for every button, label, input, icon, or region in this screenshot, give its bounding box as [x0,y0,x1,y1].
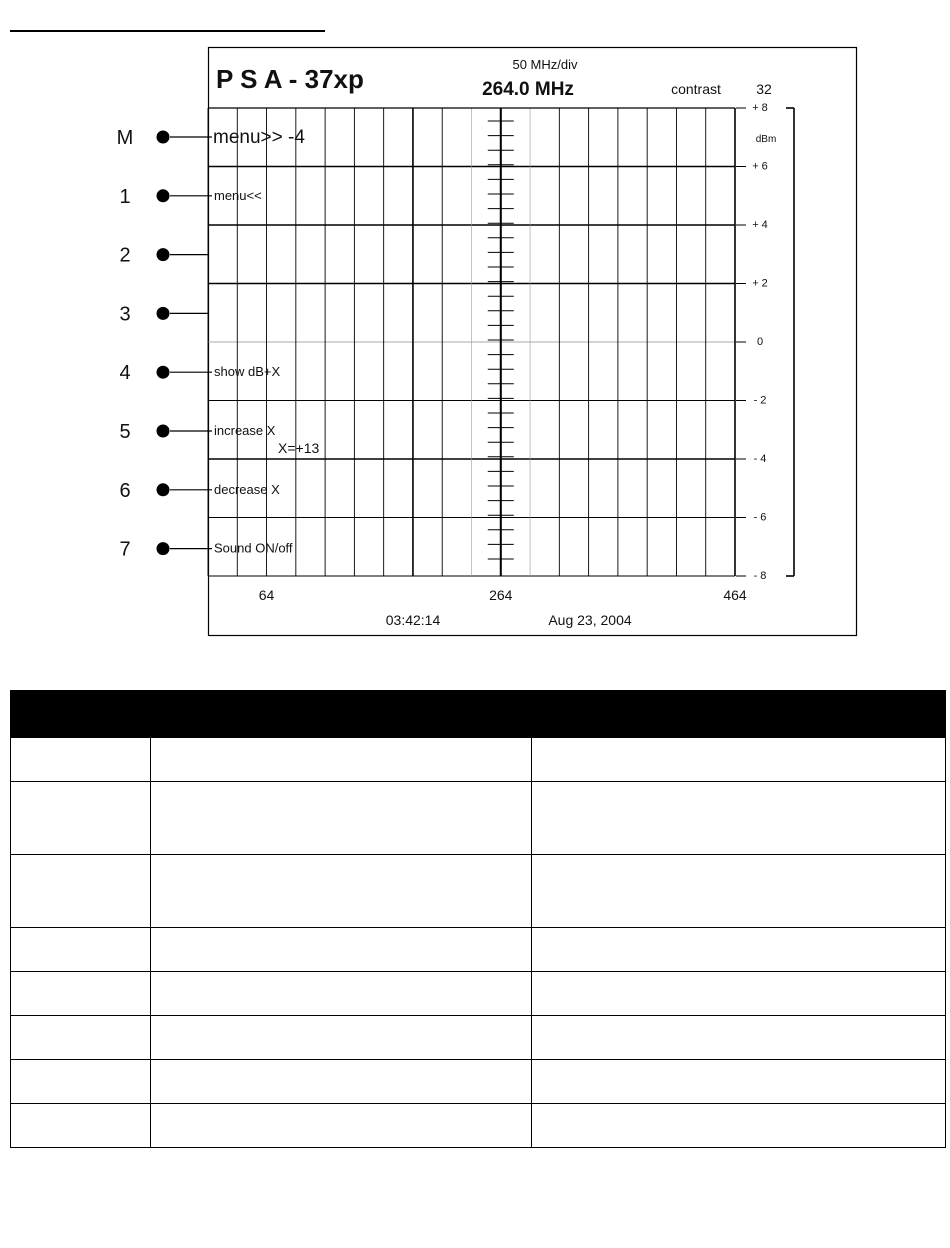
button-dot-m [157,131,170,144]
header-cell [532,691,946,738]
marker-value: X=+13 [278,440,320,456]
y-tick-label: 0 [756,336,764,348]
x-tick-label: 64 [258,587,275,603]
table-cell [11,782,151,855]
table-cell [532,1016,946,1060]
table-row [11,738,946,782]
table-cell [11,1060,151,1104]
button-label-m: menu>> -4 [213,127,305,148]
table-cell [532,855,946,928]
button-dot-5 [157,425,170,438]
y-tick-label: - 6 [753,511,767,524]
button-key-4: 4 [119,362,131,385]
device-title: P S A - 37xp [216,64,364,94]
table-row [11,972,946,1016]
specs-table [10,690,946,1148]
table-cell [532,1104,946,1148]
table-cell [11,855,151,928]
button-key-7: 7 [119,538,131,561]
button-dot-4 [157,366,170,379]
table-cell [151,972,532,1016]
time-label: 03:42:14 [385,612,441,628]
button-key-2: 2 [119,244,131,267]
table-row [11,782,946,855]
table-row [11,855,946,928]
table-cell [532,972,946,1016]
table-row [11,1104,946,1148]
button-label-6: decrease X [214,481,280,497]
table-cell [11,1016,151,1060]
table-cell [532,782,946,855]
table-cell [532,928,946,972]
contrast-value: 32 [756,81,772,97]
button-dot-7 [157,542,170,555]
unit-label: dBm [755,134,777,145]
button-key-5: 5 [119,421,131,443]
table-cell [532,738,946,782]
y-tick-label: - 4 [753,453,767,465]
table-cell [151,782,532,855]
table-cell [151,1060,532,1104]
table-row [11,1016,946,1060]
y-tick-label: - 8 [753,570,767,582]
table-cell [11,1104,151,1148]
button-dot-3 [157,307,170,320]
scale-label: 50 MHz/div [512,57,578,72]
button-dot-1 [157,189,170,202]
date-label: Aug 23, 2004 [548,612,632,628]
contrast-label: contrast [671,81,721,97]
y-tick-label: + 2 [752,277,768,290]
button-key-3: 3 [119,303,131,326]
button-key-1: 1 [119,185,131,208]
table-cell [11,972,151,1016]
table-cell [151,928,532,972]
y-tick-label: + 4 [752,219,768,231]
button-label-5: increase X [214,423,276,438]
button-key-m: M [116,127,134,149]
table-row [11,928,946,972]
x-tick-label: 264 [489,587,513,603]
button-label-1: menu<< [214,187,262,203]
table-cell [11,928,151,972]
button-label-7: Sound ON/off [214,540,293,556]
header-cell [11,691,151,738]
y-tick-label: - 2 [753,394,767,407]
x-tick-label: 464 [723,587,747,603]
table-cell [151,1104,532,1148]
table-cell [532,1060,946,1104]
header-cell [151,691,532,738]
button-dot-2 [157,248,170,261]
center-frequency: 264.0 MHz [482,79,574,100]
button-key-6: 6 [119,479,131,502]
table-row [11,1060,946,1104]
button-dot-6 [157,483,170,496]
button-label-4: show dB+X [214,364,281,380]
table-cell [11,738,151,782]
table-header-row [11,691,946,738]
y-tick-label: + 6 [752,160,768,173]
table-cell [151,1016,532,1060]
y-tick-label: + 8 [752,102,768,114]
table-cell [151,855,532,928]
table-cell [151,738,532,782]
